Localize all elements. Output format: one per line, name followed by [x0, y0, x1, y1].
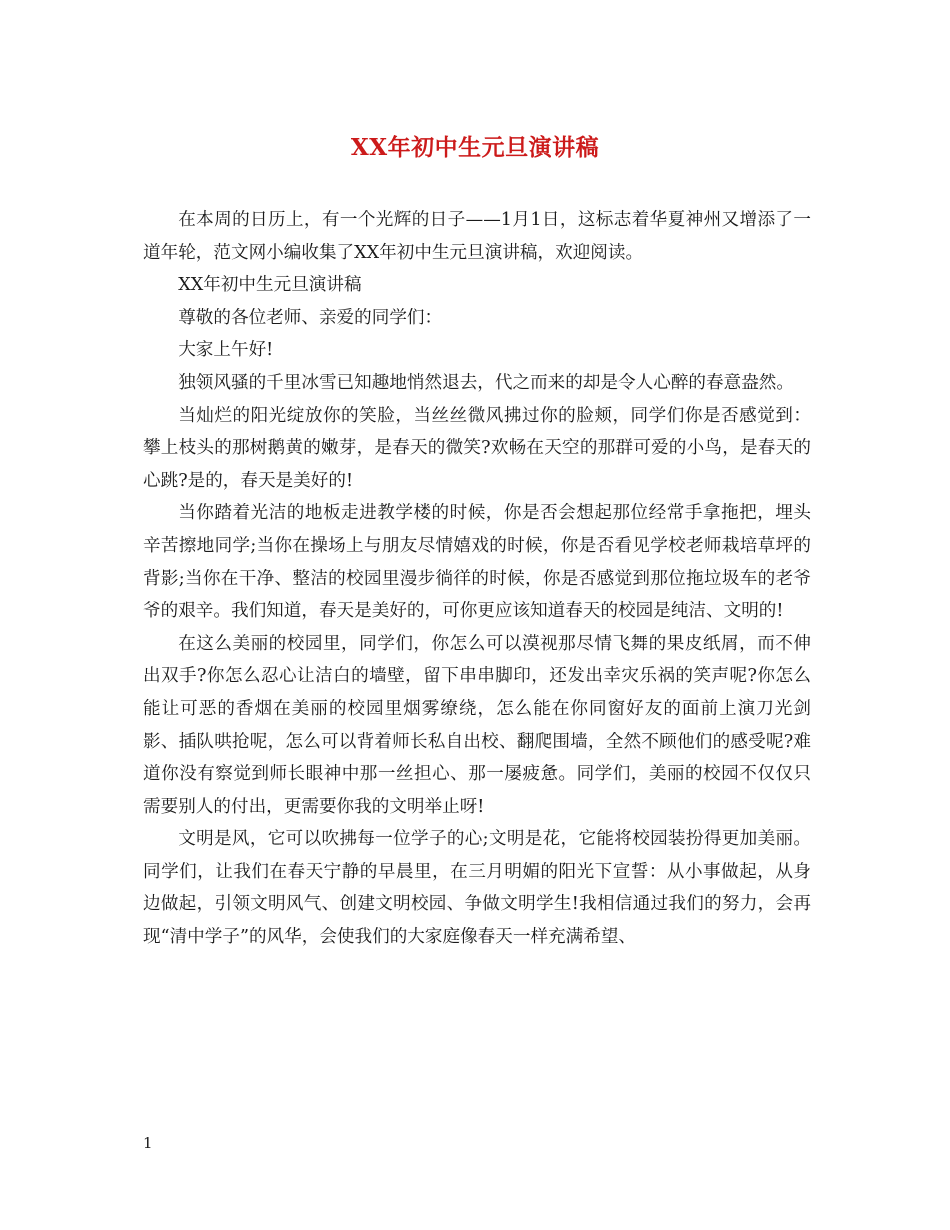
paragraph-civilization: 文明是风，它可以吹拂每一位学子的心;文明是花，它能将校园装扮得更加美丽。同学们，让我们在春天宁静的早晨里，在三月明媚的阳光下宣誓：从小事做起，从身边做起，引领文明风气、创建文明校园、争做文明学生!我相信通过我们的努力，会再现“清中学子”的风华，会使我们的大家庭像春天一样充满希望、 [143, 829, 811, 948]
page-number: 1 [143, 1134, 153, 1152]
paragraph-spring: 当灿烂的阳光绽放你的笑脸，当丝丝微风拂过你的脸颊，同学们你是否感觉到：攀上枝头的那树鹅黄的嫩芽，是春天的微笑?欢畅在天空的那群可爱的小鸟，是春天的心跳?是的，春天是美好的! [143, 405, 811, 491]
paragraph-winter: 独领风骚的千里冰雪已知趣地悄然退去，代之而来的却是令人心醉的春意盎然。 [178, 372, 794, 393]
paragraph-campus: 当你踏着光洁的地板走进教学楼的时候，你是否会想起那位经常手拿拖把，埋头辛苦擦地同学;当你在操场上与朋友尽情嬉戏的时候，你是否看见学校老师栽培草坪的背影;当你在干净、整洁的校园里漫步徜徉的时候，你是否感觉到那位拖垃圾车的老爷爷的艰辛。我们知道，春天是美好的，可你更应该知道春天的校园是纯洁、文明的! [143, 503, 811, 622]
paragraph-greeting: 大家上午好! [178, 340, 274, 361]
document-title: XX年初中生元旦演讲稿 [350, 134, 600, 161]
document-body [143, 204, 811, 954]
paragraph-salutation: 尊敬的各位老师、亲爱的同学们： [178, 307, 443, 328]
paragraph-behavior: 在这么美丽的校园里，同学们，你怎么可以漠视那尽情飞舞的果皮纸屑，而不伸出双手?你怎么忍心让洁白的墙壁，留下串串脚印，还发出幸灾乐祸的笑声呢?你怎么能让可恶的香烟在美丽的校园里烟雾缭绕，怎么能在你同窗好友的面前上演刀光剑影、插队哄抢呢，怎么可以背着师长私自出校、翻爬围墙，全然不顾他们的感受呢?难道你没有察觉到师长眼神中那一丝担心、那一屡疲惫。同学们，美丽的校园不仅仅只需要别人的付出，更需要你我的文明举止呀! [143, 633, 811, 817]
paragraph-subtitle: XX年初中生元旦演讲稿 [178, 275, 362, 296]
paragraph-intro: 在本周的日历上，有一个光辉的日子——1月1日，这标志着华夏神州又增添了一道年轮，范文网小编收集了XX年初中生元旦演讲稿，欢迎阅读。 [143, 210, 811, 263]
